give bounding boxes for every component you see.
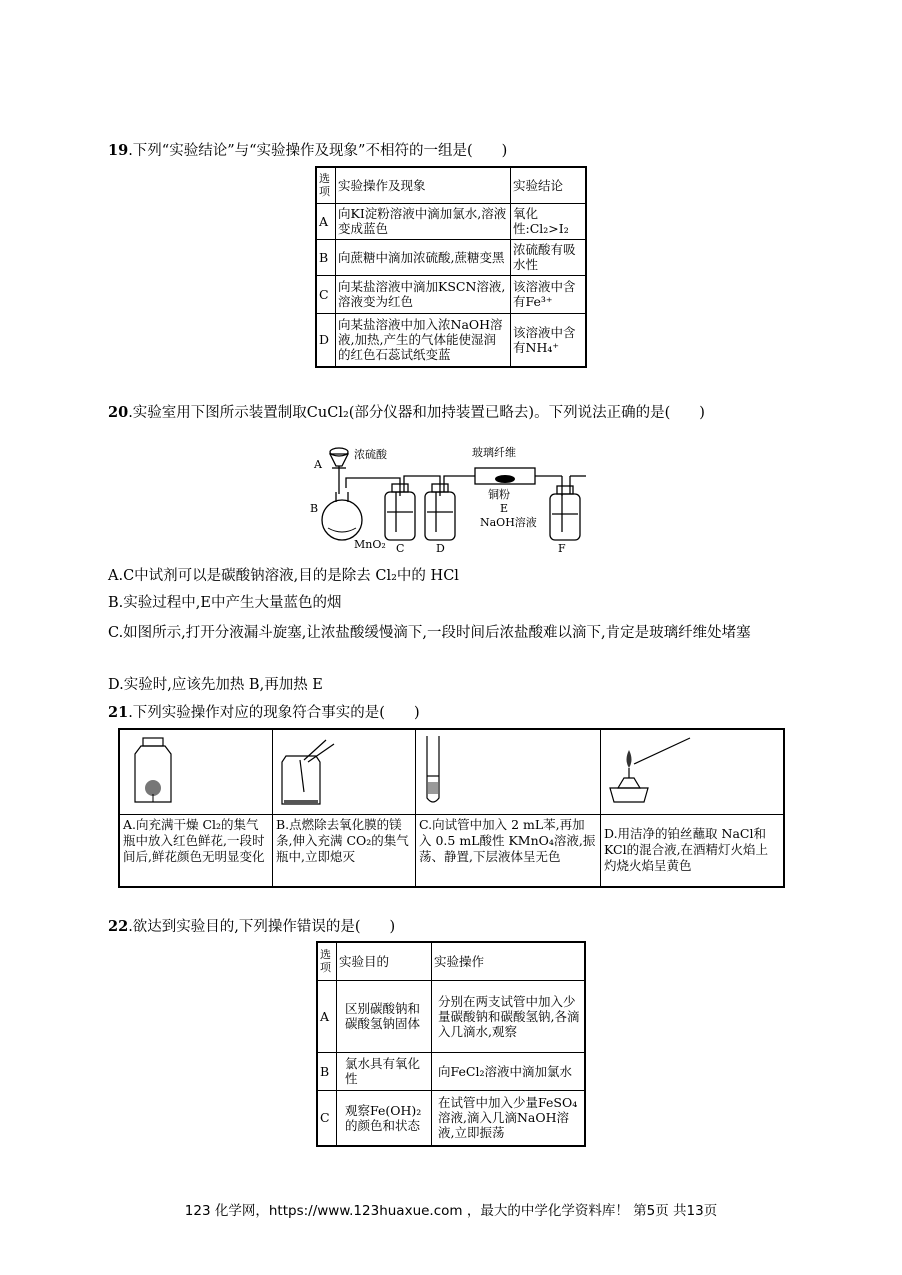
label-mno2: MnO₂ — [354, 538, 386, 551]
q21-cell-b: B.点燃除去氧化膜的镁条,伸入充满 CO₂的集气瓶中,立即熄灭 — [273, 815, 416, 887]
figure-cell-c — [416, 729, 601, 815]
row-option: A — [316, 203, 336, 239]
header-option: 选项 — [317, 942, 337, 980]
round-flask-icon — [322, 500, 362, 540]
q21-table — [118, 728, 785, 888]
row-operation: 向某盐溶液中滴加KSCN溶液,溶液变为红色 — [336, 275, 511, 313]
q20-option-b: B.实验过程中,E中产生大量蓝色的烟 — [108, 595, 342, 611]
figure-cell-b — [273, 729, 416, 815]
question-21-stem — [108, 703, 420, 723]
question-number: 21 — [108, 704, 129, 721]
figure-cell-a — [119, 729, 273, 815]
header-conclusion: 实验结论 — [511, 167, 587, 203]
row-operation: 向某盐溶液中加入浓NaOH溶液,加热,产生的气体能使湿润的红色石蕊试纸变蓝 — [336, 313, 511, 367]
label-f: F — [558, 542, 566, 555]
label-fiber: 玻璃纤维 — [472, 446, 516, 459]
row-operation: 向KI淀粉溶液中滴加氯水,溶液变成蓝色 — [336, 203, 511, 239]
question-number: 19 — [108, 142, 129, 159]
question-text: .欲达到实验目的,下列操作错误的是( ) — [128, 919, 396, 935]
row-aim: 区别碳酸钠和碳酸氢钠固体 — [337, 980, 432, 1052]
label-c: C — [396, 542, 405, 555]
row-conclusion: 氧化性:Cl₂>I₂ — [511, 203, 587, 239]
header-option: 选项 — [316, 167, 336, 203]
q21-cell-c: C.向试管中加入 2 mL苯,再加入 0.5 mL酸性 KMnO₄溶液,振荡、静置,下层液体呈无色 — [416, 815, 601, 887]
row-option: A — [317, 980, 337, 1052]
alcohol-lamp-icon — [604, 732, 694, 808]
q20-option-a: A.C中试剂可以是碳酸钠溶液,目的是除去 Cl₂中的 HCl — [108, 568, 459, 584]
row-conclusion: 该溶液中含有Fe³⁺ — [511, 275, 587, 313]
gas-jar-magnesium-icon — [276, 732, 346, 808]
header-operation: 实验操作 — [432, 942, 586, 980]
row-aim: 观察Fe(OH)₂的颜色和状态 — [337, 1090, 432, 1146]
apparatus-figure — [300, 432, 600, 562]
question-22-stem — [108, 917, 395, 937]
question-number: 20 — [108, 404, 129, 421]
label-d: D — [436, 542, 445, 555]
label-a: A — [314, 458, 322, 471]
question-text: .实验室用下图所示装置制取CuCl₂(部分仪器和加持装置已略去)。下列说法正确的是( ) — [128, 405, 705, 421]
label-naoh: NaOH溶液 — [480, 516, 537, 529]
question-number: 22 — [108, 918, 129, 935]
gas-jar-flower-icon — [123, 732, 183, 808]
wash-bottle-icon — [385, 492, 415, 540]
label-b: B — [310, 502, 319, 515]
q20-option-d: D.实验时,应该先加热 B,再加热 E — [108, 677, 323, 693]
q21-cell-d: D.用洁净的铂丝蘸取 NaCl和 KCl的混合液,在酒精灯火焰上灼烧火焰呈黄色 — [601, 815, 785, 887]
test-tube-icon — [419, 732, 459, 808]
q21-cell-a: A.向充满干燥 Cl₂的集气瓶中放入红色鲜花,一段时间后,鲜花颜色无明显变化 — [119, 815, 273, 887]
row-aim: 氯水具有氧化性 — [337, 1052, 432, 1090]
label-copper: 铜粉 — [488, 488, 510, 501]
question-text: .下列“实验结论”与“实验操作及现象”不相符的一组是( ) — [128, 143, 508, 159]
question-20-stem — [108, 403, 705, 423]
question-19-stem — [108, 141, 507, 161]
row-operation: 向蔗糖中滴加浓硫酸,蔗糖变黑 — [336, 239, 511, 275]
header-operation: 实验操作及现象 — [336, 167, 511, 203]
row-option: B — [317, 1052, 337, 1090]
row-option: B — [316, 239, 336, 275]
label-acid: 浓硫酸 — [354, 448, 387, 461]
question-text: .下列实验操作对应的现象符合事实的是( ) — [128, 705, 420, 721]
figure-cell-d — [601, 729, 785, 815]
row-operation: 向FeCl₂溶液中滴加氯水 — [432, 1052, 586, 1090]
label-e: E — [500, 502, 509, 515]
row-conclusion: 浓硫酸有吸水性 — [511, 239, 587, 275]
row-operation: 在试管中加入少量FeSO₄溶液,滴入几滴NaOH溶液,立即振荡 — [432, 1090, 586, 1146]
row-option: C — [316, 275, 336, 313]
row-operation: 分别在两支试管中加入少量碳酸钠和碳酸氢钠,各滴入几滴水,观察 — [432, 980, 586, 1052]
row-option: D — [316, 313, 336, 367]
copper-powder-icon — [495, 475, 515, 483]
wash-bottle-icon — [425, 492, 455, 540]
q22-table — [316, 941, 586, 1147]
header-aim: 实验目的 — [337, 942, 432, 980]
row-conclusion: 该溶液中含有NH₄⁺ — [511, 313, 587, 367]
q19-table — [315, 166, 587, 368]
q20-option-c: C.如图所示,打开分液漏斗旋塞,让浓盐酸缓慢滴下,一段时间后浓盐酸难以滴下,肯定是玻璃纤维处堵塞 — [108, 625, 751, 641]
row-option: C — [317, 1090, 337, 1146]
absorb-bottle-icon — [550, 494, 580, 540]
page-footer: 123 化学网，https://www.123huaxue.com ，最大的中学化学资料库！ 第5页 共13页 — [184, 1203, 718, 1219]
